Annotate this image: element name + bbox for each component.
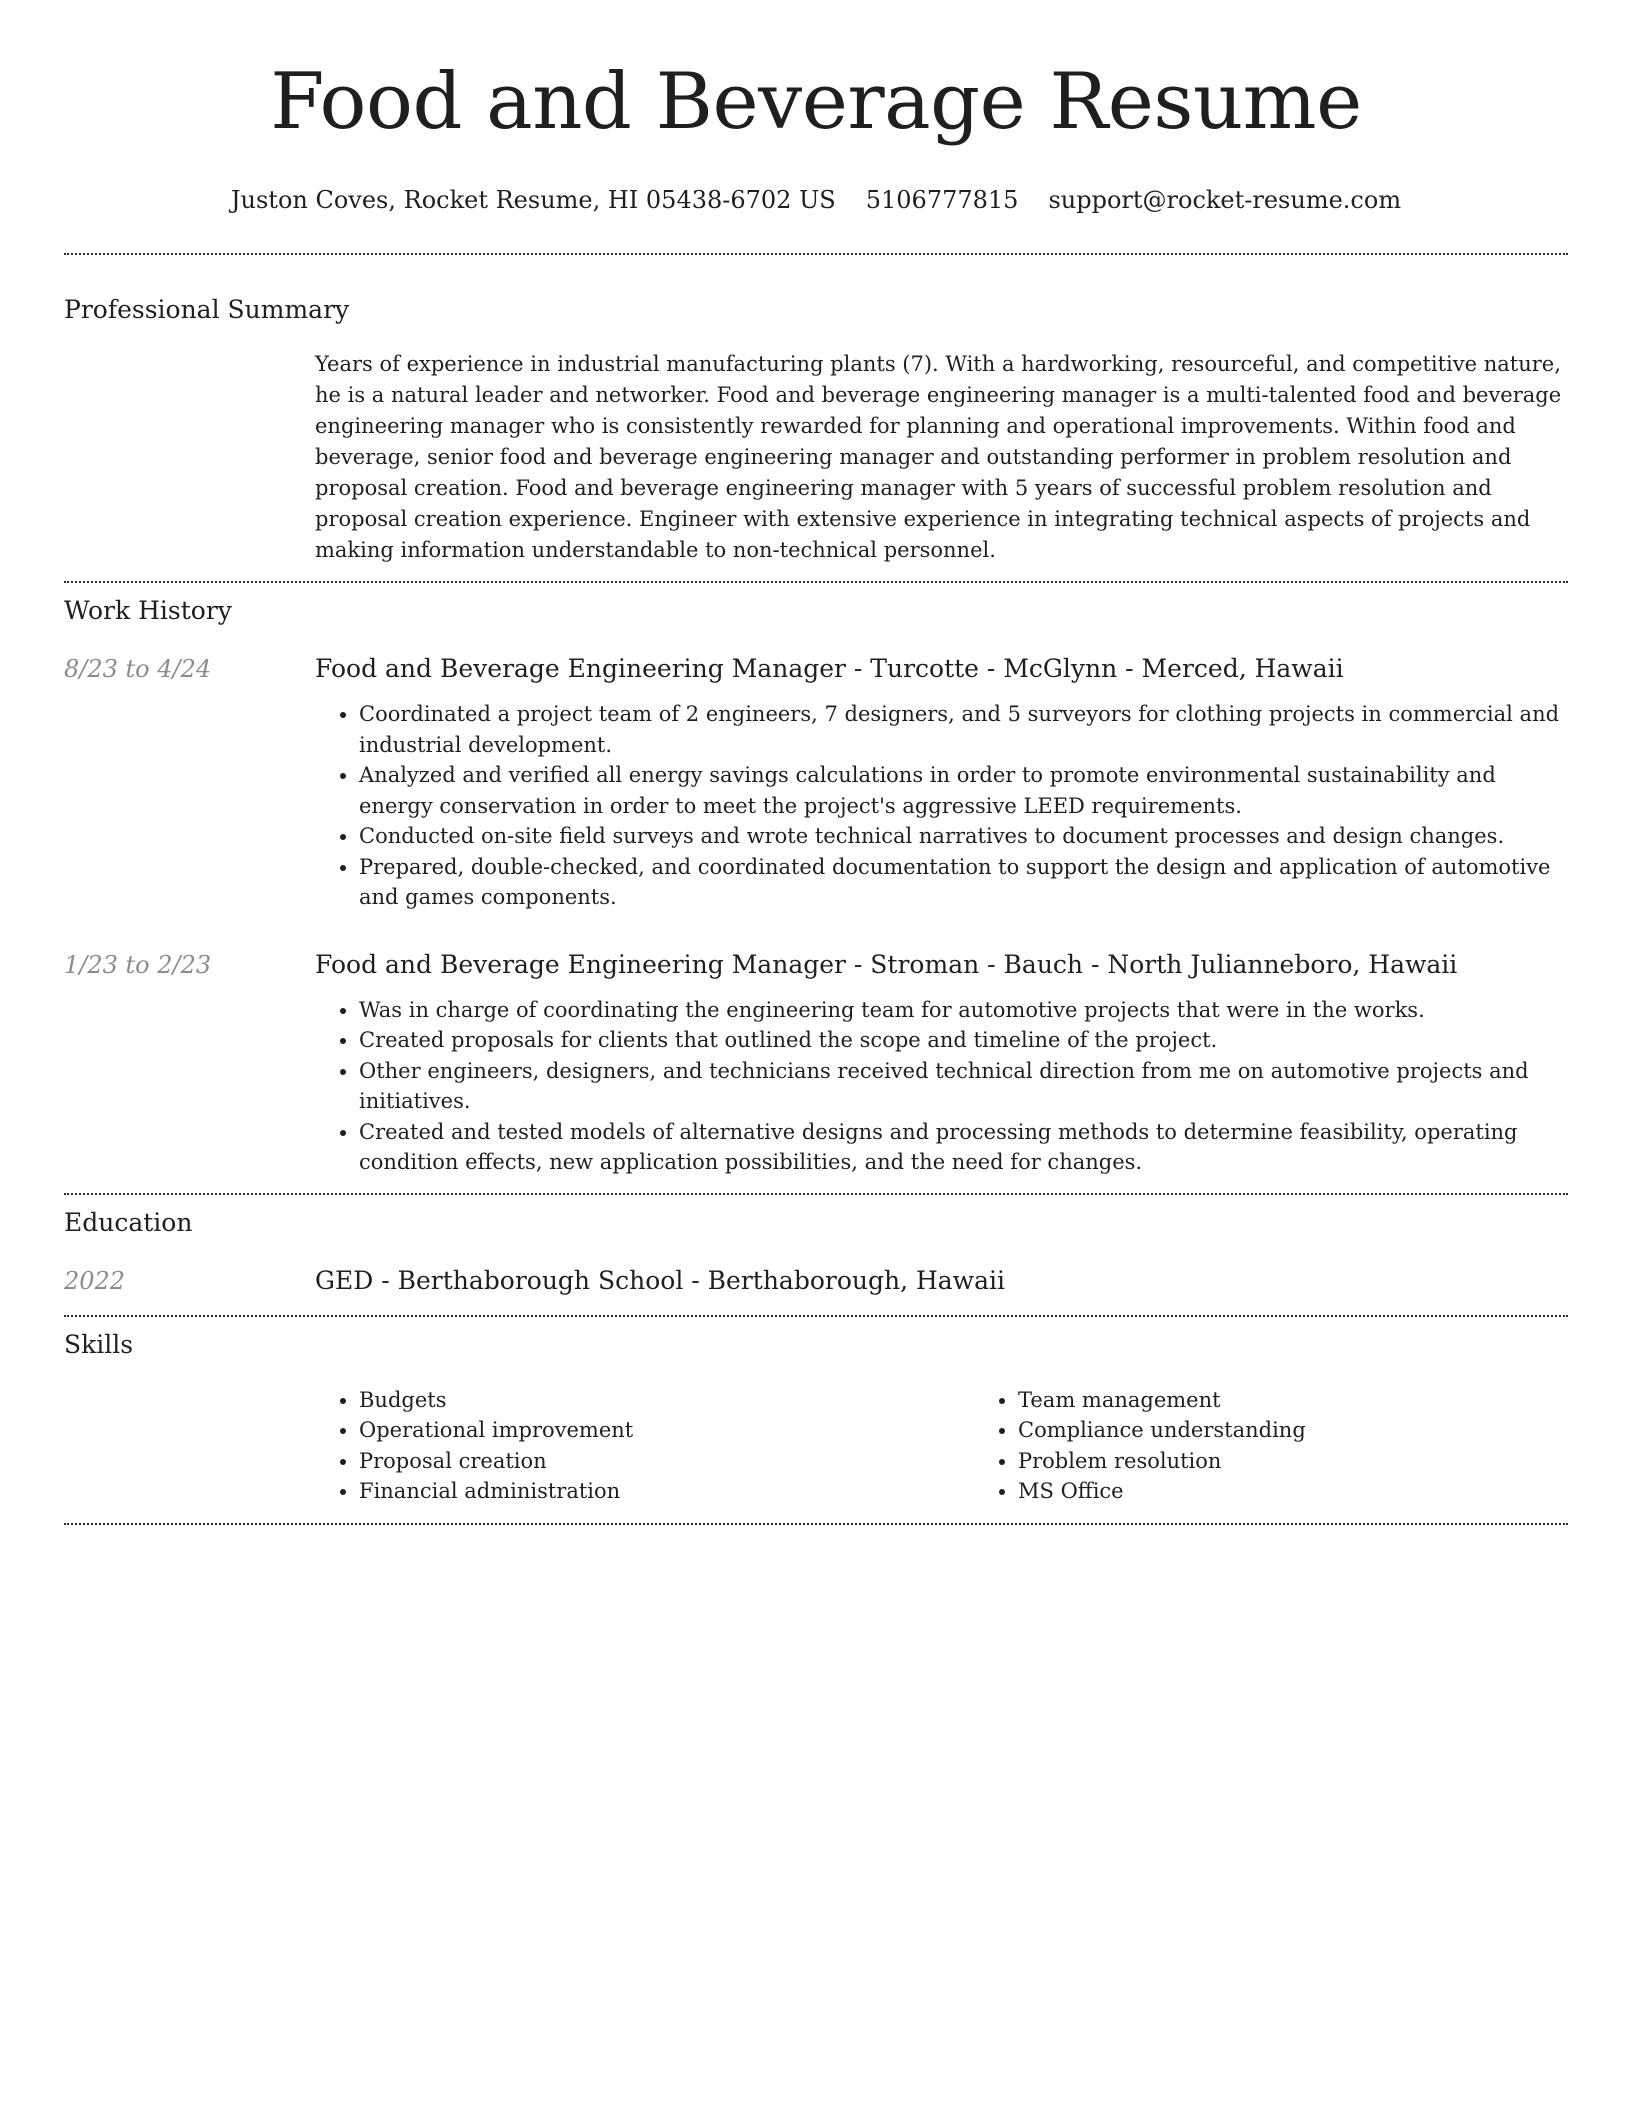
summary-body — [315, 349, 1568, 566]
summary-row — [64, 349, 1568, 566]
section-divider — [64, 1315, 1568, 1317]
skill-item: • Financial administration — [359, 1476, 974, 1507]
skills-list-right — [974, 1385, 1632, 1507]
job-bullet: • Created proposals for clients that outlined the scope and timeline of the project. — [359, 1025, 1568, 1056]
job-bullet: • Prepared, double-checked, and coordinated documentation to support the design and application of automotive and games components. — [359, 852, 1568, 913]
skill-item: • Budgets — [359, 1385, 974, 1416]
job-bullet: • Created and tested models of alternative designs and processing methods to determine feasibility, operating condition effects, new application possibilities, and the need for changes. — [359, 1117, 1568, 1178]
resume-title: Food and Beverage Resume — [270, 57, 1362, 147]
job-bullet: • Coordinated a project team of 2 engineers, 7 designers, and 5 surveyors for clothing projects in commercial and industrial development. — [359, 699, 1568, 760]
work-entry-body — [315, 653, 1568, 913]
work-entry-body — [315, 949, 1568, 1178]
skill-item: • Operational improvement — [359, 1415, 974, 1446]
contact-email: support@rocket-resume.com — [1048, 186, 1402, 214]
contact-address: Juston Coves, Rocket Resume, HI 05438-6702 US — [230, 186, 836, 214]
education-title: GED - Berthaborough School - Berthaborough, Hawaii — [315, 1265, 1005, 1295]
skills-row — [64, 1385, 1568, 1507]
skill-item: • MS Office — [1018, 1476, 1632, 1507]
education-entry-body — [315, 1265, 1568, 1297]
work-entry — [64, 949, 1568, 1178]
summary-left-spacer — [64, 349, 315, 566]
skill-item: • Problem resolution — [1018, 1446, 1632, 1477]
job-bullet: • Conducted on-site field surveys and wrote technical narratives to document processes and design changes. — [359, 821, 1568, 852]
skill-item: • Compliance understanding — [1018, 1415, 1632, 1446]
job-title: Food and Beverage Engineering Manager - Stroman - Bauch - North Julianneboro, Hawaii — [315, 949, 1458, 979]
job-bullet: • Other engineers, designers, and technicians received technical direction from me on automotive projects and initiatives. — [359, 1056, 1568, 1117]
contact-phone: 5106777815 — [865, 186, 1019, 214]
section-divider — [64, 581, 1568, 583]
skills-left-spacer — [64, 1385, 315, 1507]
work-dates: 1/23 to 2/23 — [64, 950, 212, 979]
job-bullet: • Analyzed and verified all energy savings calculations in order to promote environmental sustainability and energy conservation in order to meet the project's aggressive LEED requirements. — [359, 760, 1568, 821]
contact-line — [64, 184, 1568, 216]
skills-list-left — [315, 1385, 974, 1507]
skills-grid — [315, 1385, 1632, 1507]
section-divider — [64, 253, 1568, 255]
work-history-heading: Work History — [64, 596, 232, 625]
summary-heading: Professional Summary — [64, 295, 350, 324]
section-divider — [64, 1523, 1568, 1525]
job-bullets — [315, 995, 1568, 1178]
work-entry — [64, 653, 1568, 913]
job-bullets — [315, 699, 1568, 913]
education-year: 2022 — [64, 1266, 126, 1295]
job-title: Food and Beverage Engineering Manager - Turcotte - McGlynn - Merced, Hawaii — [315, 654, 1344, 683]
work-dates: 8/23 to 4/24 — [64, 655, 212, 683]
skills-heading: Skills — [64, 1329, 134, 1359]
skill-item: • Team management — [1018, 1385, 1632, 1416]
summary-text: Years of experience in industrial manufacturing plants (7). With a hardworking, resourceful, and competitive nature, he is a natural leader and networker. Food and beverage engineering manager is a multi-talented food and beverage engineering manager who is consistently rewarded for planning and operational improvements. Within food and beverage, senior food and beverage engineering manager and outstanding performer in problem resolution and proposal creation. Food and beverage engineering manager with 5 years of successful problem resolution and proposal creation experience. Engineer with extensive experience in integrating technical aspects of projects and making information understandable to non-technical personnel. — [315, 352, 1562, 562]
section-divider — [64, 1193, 1568, 1195]
education-heading: Education — [64, 1207, 193, 1237]
education-entry — [64, 1265, 1568, 1297]
skill-item: • Proposal creation — [359, 1446, 974, 1477]
job-bullet: • Was in charge of coordinating the engineering team for automotive projects that were in the works. — [359, 995, 1568, 1026]
